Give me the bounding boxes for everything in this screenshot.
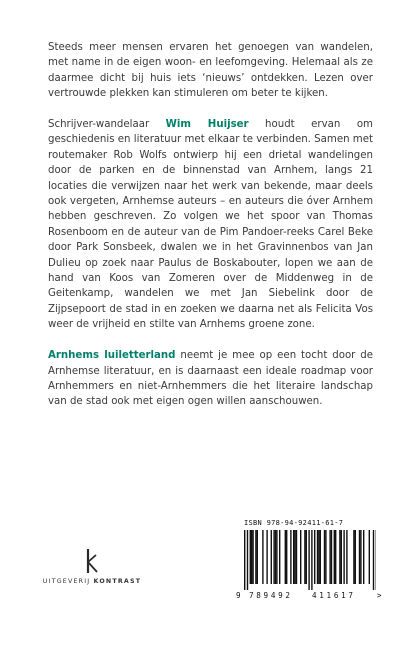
barcode-bar — [324, 530, 325, 584]
barcode-bar — [346, 530, 347, 584]
barcode-bar — [359, 530, 360, 584]
barcode-bar — [331, 530, 332, 584]
barcode-bar — [320, 530, 321, 584]
blurb-paragraph-1: Steeds meer mensen ervaren het genoegen van wandelen, met name in de eigen woon- en leefomgeving. Helemaal als ze daarmee dicht bij huis iets ‘nieuws’ ontdekken. Lezen over vertrouwde plekken kan stimuleren om beter te kijken. — [48, 42, 373, 100]
blurb-paragraph-2-body: houdt ervan om geschiedenis en literatuur met elkaar te verbinden. Samen met routemaker Rob Wolfs ontwierp hij een drietal wandelingen door de parken en de binnenstad van Arnhem, langs 21 locaties die verwijzen naar het werk van bekende, maar deels ook vergeten, Arnhemse auteurs – en auteurs die óver Arnhem hebben geschreven. Zo volgen we het spoor van Thomas Rosenboom en de auteur van de Pim Pandoer-reeks Carel Beke door Park Sonsbeek, dwalen we in het Gravinnenbos van Jan Dulieu op zoek naar Paulus de Boskabouter, lopen we aan de hand van Koos van Zomeren over de Middenweg in de Geitenkamp, wandelen we met Jan Siebelink door de Zijpsepoort de stad in en zoeken we daarna net als Felicita Vos weer de vrijheid en stilte van Arnhems groene zone. — [48, 119, 373, 331]
barcode-bar — [296, 530, 297, 584]
isbn-label: ISBN 978-94-92411-61-7 — [244, 519, 344, 527]
barcode-bar — [325, 530, 326, 584]
barcode-bar — [318, 530, 319, 584]
publisher-name — [42, 578, 142, 585]
barcode-bar — [343, 530, 344, 584]
barcode-bar — [353, 530, 354, 584]
publisher-prefix: UITGEVERIJ — [42, 578, 91, 585]
blurb-paragraph-2-intro: Schrijver-wandelaar — [48, 119, 166, 131]
barcode-bar — [308, 530, 309, 590]
barcode-bar — [329, 530, 330, 584]
ean-left-group: 789492 — [249, 591, 293, 600]
barcode-bar — [257, 530, 258, 584]
back-cover-blurb — [48, 40, 373, 425]
barcode-bar — [279, 530, 280, 584]
barcode-bar — [300, 530, 301, 584]
publisher-logo — [42, 548, 142, 585]
ean-end-mark: > — [377, 591, 382, 600]
blurb-paragraph-2 — [48, 117, 373, 333]
publisher-brand: KONTRAST — [93, 578, 142, 585]
barcode-bar — [290, 530, 291, 584]
barcode-bar — [360, 530, 361, 584]
barcode-bar — [251, 530, 252, 584]
barcode-bar — [334, 530, 335, 584]
kontrast-k-logo-icon — [85, 548, 99, 574]
author-name: Wim Huijser — [165, 119, 249, 131]
barcode-bar — [317, 530, 318, 584]
barcode-bar — [262, 530, 263, 584]
barcode-bar — [250, 530, 251, 584]
barcode-bar — [266, 530, 267, 584]
barcode-bar — [339, 530, 340, 584]
barcode-bar — [271, 530, 272, 584]
barcode-bar — [311, 530, 312, 590]
barcode-bar — [255, 530, 256, 584]
blurb-paragraph-3-body: neemt je mee op een tocht door de Arnhemse literatuur, en is daarnaast een ideale roadmap voor Arnhemmers en niet-Arnhemmers die het literaire landschap van de stad ook met eigen ogen willen aanschouwen. — [48, 350, 374, 408]
ean-first-digit: 9 — [236, 591, 241, 600]
ean-right-group: 411617 — [312, 591, 356, 600]
blurb-paragraph-3 — [48, 348, 373, 410]
barcode-bar — [335, 530, 336, 584]
barcode-bar — [252, 530, 253, 584]
barcode-bar — [355, 530, 356, 584]
barcode-bar — [247, 530, 248, 590]
barcode-bar — [276, 530, 277, 584]
barcode-bar — [273, 530, 274, 584]
barcode-bar — [314, 530, 315, 584]
barcode-bar — [373, 530, 374, 590]
barcode-bar — [304, 530, 305, 584]
barcode-bar — [306, 530, 307, 584]
book-title: Arnhems luiletterland — [48, 350, 176, 362]
barcode-bar — [341, 530, 342, 584]
barcode-bar — [286, 530, 287, 584]
barcode-bar — [363, 530, 364, 584]
barcode-bar — [293, 530, 294, 584]
barcode-bars — [244, 530, 376, 592]
barcode-bar — [244, 530, 245, 590]
barcode-bar — [285, 530, 286, 584]
isbn-barcode — [236, 518, 384, 608]
barcode-bar — [369, 530, 370, 584]
barcode-bar — [294, 530, 295, 584]
barcode-bar — [275, 530, 276, 584]
